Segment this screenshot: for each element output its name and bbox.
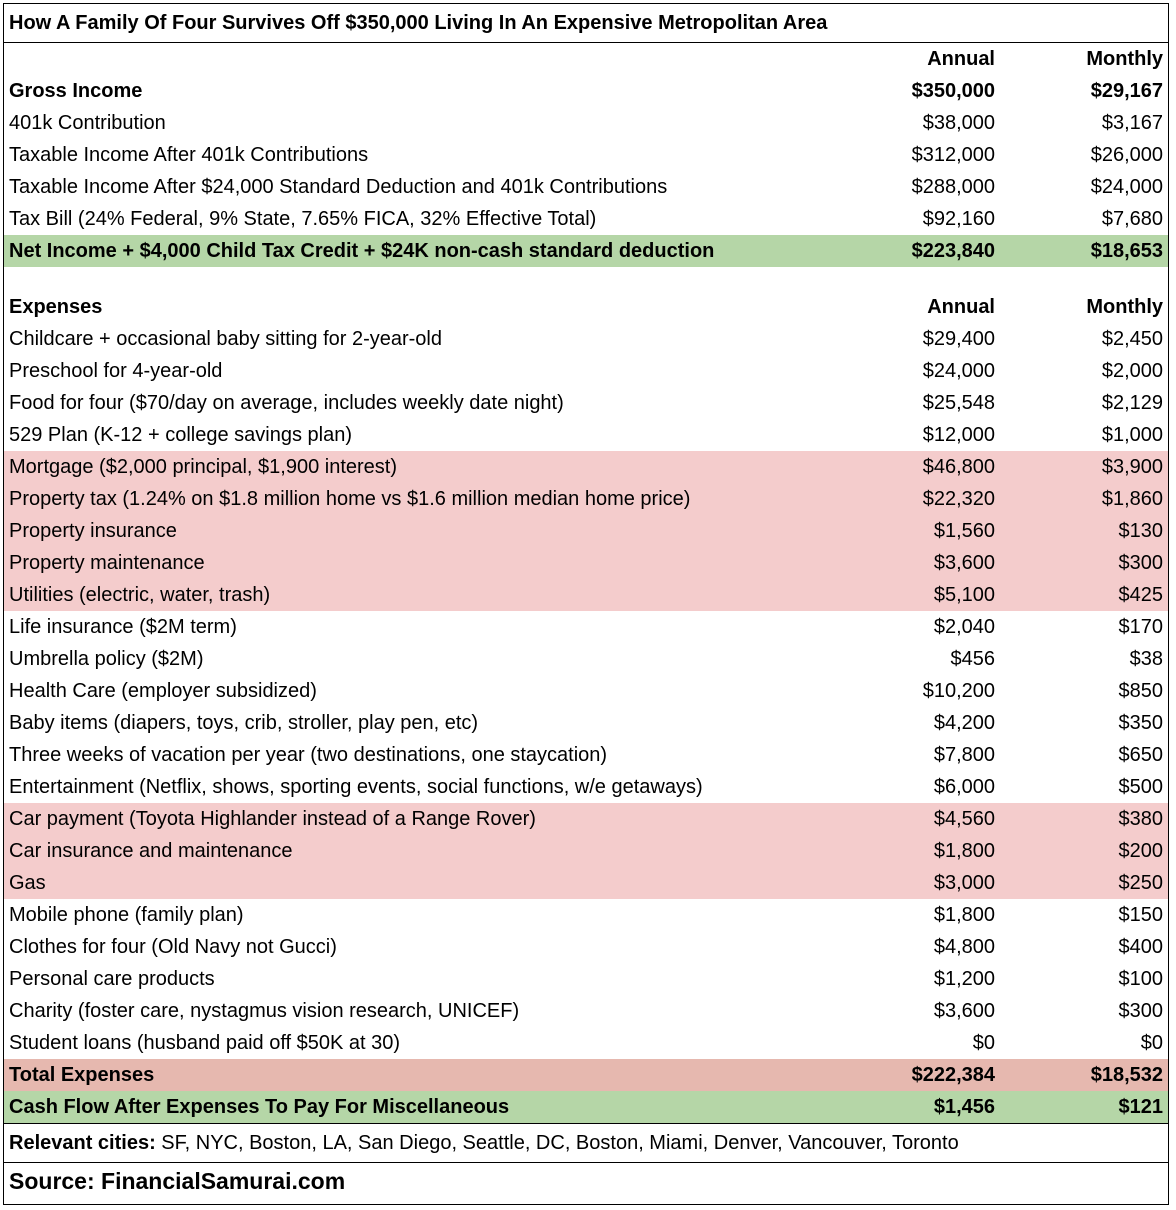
row-label: Clothes for four (Old Navy not Gucci)	[9, 936, 337, 958]
table-row	[4, 451, 1168, 483]
monthly-value: $2,000	[1101, 360, 1163, 382]
table-row	[4, 739, 1168, 771]
row-label: Property tax (1.24% on $1.8 million home vs $1.6 million median home price)	[9, 488, 691, 510]
annual-value: $4,800	[933, 936, 995, 958]
annual-value: $4,200	[933, 712, 995, 734]
monthly-value: $18,653	[1090, 240, 1163, 262]
table-row	[4, 547, 1168, 579]
relevant-cities	[4, 1124, 1168, 1163]
monthly-value: $2,129	[1101, 392, 1163, 414]
annual-value: $24,000	[922, 360, 995, 382]
table-row	[4, 899, 1168, 931]
cash-flow-row	[4, 1091, 1168, 1124]
monthly-value: $3,167	[1101, 112, 1163, 134]
annual-value: $223,840	[911, 240, 995, 262]
annual-value: $1,456	[933, 1096, 995, 1118]
monthly-value: $121	[1118, 1096, 1163, 1118]
monthly-column-header: Monthly	[1086, 48, 1163, 70]
annual-value: $222,384	[911, 1064, 995, 1086]
row-label: Total Expenses	[9, 1064, 155, 1086]
monthly-value: $350	[1118, 712, 1163, 734]
annual-value: $10,200	[922, 680, 995, 702]
annual-value: $288,000	[911, 176, 995, 198]
monthly-value: $29,167	[1090, 80, 1163, 102]
table-row	[4, 323, 1168, 355]
annual-value: $312,000	[911, 144, 995, 166]
source-line: Source: FinancialSamurai.com	[9, 1168, 346, 1194]
annual-value: $7,800	[933, 744, 995, 766]
title-text: How A Family Of Four Survives Off $350,000 Living In An Expensive Metropolitan Area	[9, 12, 828, 34]
monthly-value: $2,450	[1101, 328, 1163, 350]
annual-value: $1,800	[933, 904, 995, 926]
monthly-value: $300	[1118, 552, 1163, 574]
gross-income-row	[4, 75, 1168, 107]
table-row	[4, 867, 1168, 899]
monthly-value: $1,000	[1101, 424, 1163, 446]
cities-list: SF, NYC, Boston, LA, San Diego, Seattle, DC, Boston, Miami, Denver, Vancouver, Toronto	[155, 1132, 959, 1154]
annual-value: $29,400	[922, 328, 995, 350]
annual-value: $92,160	[922, 208, 995, 230]
monthly-value: $3,900	[1101, 456, 1163, 478]
expenses-header-label: Expenses	[9, 296, 103, 318]
annual-value: $1,560	[933, 520, 995, 542]
row-label: Food for four ($70/day on average, includes weekly date night)	[9, 392, 564, 414]
row-label: Taxable Income After 401k Contributions	[9, 144, 369, 166]
row-label: Personal care products	[9, 968, 215, 990]
row-label: Umbrella policy ($2M)	[9, 648, 204, 670]
annual-value: $25,548	[922, 392, 995, 414]
monthly-value: $300	[1118, 1000, 1163, 1022]
annual-value: $3,600	[933, 552, 995, 574]
monthly-value: $850	[1118, 680, 1163, 702]
annual-value: $0	[972, 1032, 995, 1054]
expenses-header-row	[4, 291, 1168, 323]
table-row	[4, 355, 1168, 387]
table-row	[4, 203, 1168, 235]
table-row	[4, 771, 1168, 803]
row-label: Property maintenance	[9, 552, 205, 574]
row-label: Entertainment (Netflix, shows, sporting events, social functions, w/e getaways)	[9, 776, 703, 798]
monthly-value: $200	[1118, 840, 1163, 862]
monthly-value: $7,680	[1101, 208, 1163, 230]
table-row	[4, 171, 1168, 203]
table-row	[4, 995, 1168, 1027]
row-label: Gas	[9, 872, 46, 894]
annual-value: $46,800	[922, 456, 995, 478]
table-row	[4, 483, 1168, 515]
table-row	[4, 139, 1168, 171]
row-label: Charity (foster care, nystagmus vision research, UNICEF)	[9, 1000, 520, 1022]
annual-column-header: Annual	[927, 48, 995, 70]
table-row	[4, 835, 1168, 867]
annual-value: $12,000	[922, 424, 995, 446]
row-label: Car payment (Toyota Highlander instead of a Range Rover)	[9, 808, 536, 830]
row-label: Student loans (husband paid off $50K at 30)	[9, 1032, 401, 1054]
annual-value: $38,000	[922, 112, 995, 134]
annual-value: $3,600	[933, 1000, 995, 1022]
annual-value: $2,040	[933, 616, 995, 638]
row-label: Mortgage ($2,000 principal, $1,900 interest)	[9, 456, 398, 478]
row-label: Property insurance	[9, 520, 177, 542]
row-label: Net Income + $4,000 Child Tax Credit + $24K non-cash standard deduction	[9, 240, 715, 262]
row-label: Utilities (electric, water, trash)	[9, 584, 271, 606]
monthly-value: $1,860	[1101, 488, 1163, 510]
row-label: Life insurance ($2M term)	[9, 616, 237, 638]
row-label: Childcare + occasional baby sitting for 2-year-old	[9, 328, 442, 350]
cities-key: Relevant cities:	[9, 1132, 156, 1154]
annual-value: $350,000	[911, 80, 995, 102]
annual-value: $4,560	[933, 808, 995, 830]
sheet-title	[4, 4, 1168, 43]
annual-value: $6,000	[933, 776, 995, 798]
annual-value: $22,320	[922, 488, 995, 510]
annual-value: $456	[950, 648, 995, 670]
table-row	[4, 515, 1168, 547]
row-label: Cash Flow After Expenses To Pay For Miscellaneous	[9, 1096, 510, 1118]
table-row	[4, 707, 1168, 739]
monthly-value: $425	[1118, 584, 1163, 606]
row-label: Health Care (employer subsidized)	[9, 680, 317, 702]
row-label: Preschool for 4-year-old	[9, 360, 223, 382]
table-row	[4, 675, 1168, 707]
table-row	[4, 387, 1168, 419]
row-label: 401k Contribution	[9, 112, 166, 134]
table-row	[4, 931, 1168, 963]
row-label: Three weeks of vacation per year (two destinations, one staycation)	[9, 744, 608, 766]
monthly-value: $400	[1118, 936, 1163, 958]
table-row	[4, 963, 1168, 995]
annual-value: $5,100	[933, 584, 995, 606]
expense-rows	[4, 323, 1168, 1059]
row-label: Mobile phone (family plan)	[9, 904, 244, 926]
monthly-value: $380	[1118, 808, 1163, 830]
monthly-value: $38	[1129, 648, 1163, 670]
annual-column-header: Annual	[927, 296, 995, 318]
table-row	[4, 803, 1168, 835]
table-row	[4, 643, 1168, 675]
monthly-value: $250	[1118, 872, 1163, 894]
row-label: Car insurance and maintenance	[9, 840, 293, 862]
monthly-value: $24,000	[1090, 176, 1163, 198]
annual-value: $3,000	[933, 872, 995, 894]
monthly-value: $100	[1118, 968, 1163, 990]
monthly-column-header: Monthly	[1086, 296, 1163, 318]
monthly-value: $0	[1140, 1032, 1163, 1054]
total-expenses-row	[4, 1059, 1168, 1091]
monthly-value: $500	[1118, 776, 1163, 798]
income-header-row	[4, 43, 1168, 75]
table-row	[4, 419, 1168, 451]
monthly-value: $170	[1118, 616, 1163, 638]
table-row	[4, 107, 1168, 139]
table-row	[4, 579, 1168, 611]
monthly-value: $130	[1118, 520, 1163, 542]
table-row	[4, 611, 1168, 643]
budget-sheet	[3, 3, 1169, 1205]
monthly-value: $150	[1118, 904, 1163, 926]
monthly-value: $18,532	[1090, 1064, 1163, 1086]
net-income-row	[4, 235, 1168, 267]
annual-value: $1,800	[933, 840, 995, 862]
annual-value: $1,200	[933, 968, 995, 990]
monthly-value: $650	[1118, 744, 1163, 766]
row-label: 529 Plan (K-12 + college savings plan)	[9, 424, 352, 446]
income-rows	[4, 107, 1168, 235]
spacer	[4, 267, 1168, 291]
row-label: Baby items (diapers, toys, crib, stroller, play pen, etc)	[9, 712, 479, 734]
monthly-value: $26,000	[1090, 144, 1163, 166]
row-label: Gross Income	[9, 80, 143, 102]
row-label: Tax Bill (24% Federal, 9% State, 7.65% FICA, 32% Effective Total)	[9, 208, 597, 230]
row-label: Taxable Income After $24,000 Standard Deduction and 401k Contributions	[9, 176, 668, 198]
table-row	[4, 1027, 1168, 1059]
